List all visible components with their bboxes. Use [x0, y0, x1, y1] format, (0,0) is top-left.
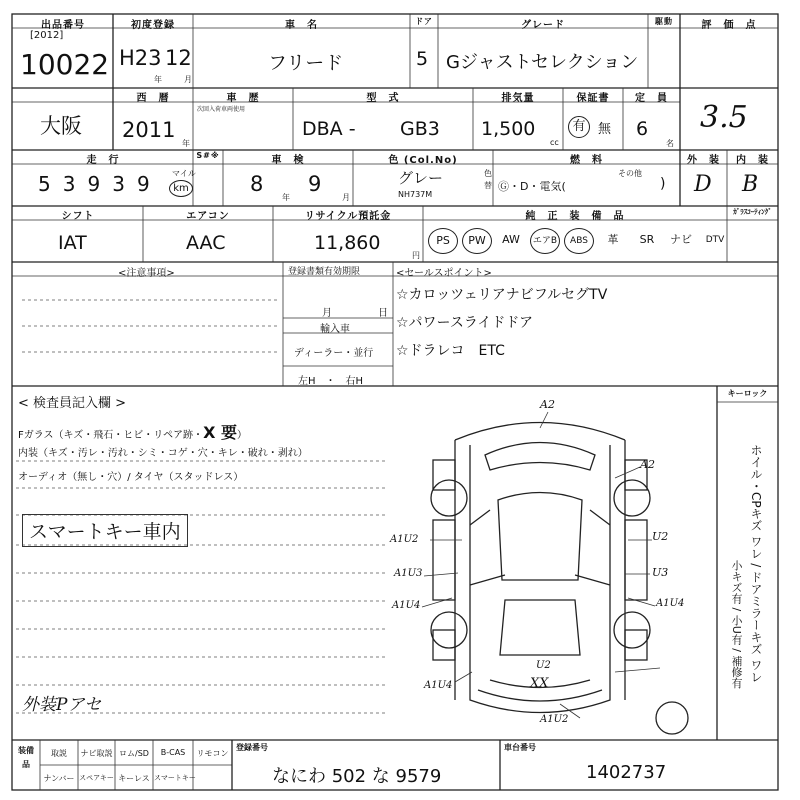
type-code: GB3 [400, 118, 440, 140]
reg-number-label: 登録番号 [236, 743, 268, 752]
type-prefix: DBA - [302, 118, 356, 140]
shift-label: シフト [61, 211, 95, 222]
docs-day: 日 [378, 308, 388, 319]
equipment-item: ABS [564, 228, 594, 254]
sales-point: ☆パワースライドドア [396, 315, 534, 331]
import-label: 輸入車 [320, 324, 350, 335]
reg-month-unit: 月 [184, 75, 192, 84]
damage-mark: A2 [640, 458, 655, 471]
chassis-number: 1402737 [586, 762, 667, 783]
displacement-label: 排気量 [501, 93, 535, 104]
fuel-close: ) [660, 176, 666, 192]
extra-item: スペアキー [79, 774, 114, 782]
interior-label: 内 装 [736, 155, 769, 166]
equipment-item: エアB [530, 228, 560, 254]
sales-point: ☆ドラレコ ETC [396, 343, 505, 359]
inspection-year: 8 [250, 172, 264, 196]
color-name: グレー [398, 169, 444, 187]
color-side-label: 色替 [484, 169, 492, 190]
doors: 5 [416, 48, 429, 70]
displacement-unit: cc [550, 138, 559, 147]
extra-item: ロム/SD [119, 749, 149, 758]
location: 大阪 [40, 114, 82, 138]
equipment-label: 純 正 装 備 品 [525, 211, 625, 222]
mileage-label: 走 行 [86, 155, 120, 166]
equipment-item: DTV [705, 235, 725, 245]
recycle-fee: 11,860 [314, 232, 381, 254]
mileage-digit: 5 [38, 172, 51, 196]
damage-mark: A2 [540, 398, 555, 411]
lot-year: [2012] [30, 30, 64, 41]
smartkey-note: スマートキー車内 [22, 514, 188, 547]
bottom-scribble: 外装Pアセ [22, 695, 102, 715]
mileage-digit: 9 [136, 172, 150, 196]
docs-month: 月 [322, 308, 332, 319]
recycle-label: リサイクル預託金 [304, 211, 392, 222]
warranty-no: 無 [598, 122, 612, 137]
damage-mark: XX [530, 676, 549, 691]
extra-item: ナビ取説 [80, 749, 113, 758]
inspector-title: < 検査員記入欄 > [18, 396, 127, 411]
inspector-line-glass [18, 420, 247, 443]
car-name: フリード [268, 52, 344, 74]
fuel-other: その他 [618, 169, 642, 178]
equipment-item: ナビ [670, 233, 692, 246]
sales-point: ☆カロッツェリアナビフルセグTV [396, 287, 608, 303]
extras-label: 装備品 [18, 746, 34, 769]
type-label: 型 式 [366, 93, 400, 104]
exterior-label: 外 装 [687, 155, 720, 166]
aircon: AAC [186, 232, 226, 254]
mileage-digits [38, 172, 150, 196]
dealer-option: ディーラー・並行 [294, 348, 374, 359]
damage-mark: U2 [536, 660, 551, 671]
mileage-digit: 3 [112, 172, 125, 196]
first-reg-label: 初度登録 [131, 20, 175, 31]
history-label: 車 歴 [226, 93, 260, 104]
equipment-item: PW [462, 228, 492, 254]
reg-number: なにわ 502 な 9579 [272, 766, 442, 787]
glass-options: Fガラス（キズ・飛石・ヒビ・リペア跡・ [18, 430, 204, 441]
model-year-label: 西 暦 [136, 93, 170, 104]
equipment-item: 革 [607, 233, 619, 246]
grade-label: グレード [521, 20, 565, 31]
equipment-item: AW [502, 233, 520, 246]
mileage-digit: 9 [87, 172, 101, 196]
shift: IAT [58, 232, 87, 254]
sharp-label: S#※ [196, 151, 220, 160]
damage-legend: 小キズ有 / 小U有 / 補修有 [730, 560, 743, 689]
capacity-label: 定 員 [635, 93, 668, 104]
damage-mark: A1U2 [540, 714, 569, 725]
inspection-month: 9 [308, 172, 322, 196]
aircon-label: エアコン [186, 211, 230, 222]
reg-month: 12 [165, 46, 192, 70]
damage-mark: A1U4 [392, 600, 421, 611]
caution-label: <注意事項> [118, 268, 175, 279]
extra-item: 取説 [51, 749, 67, 758]
extra-item: B-CAS [160, 748, 186, 757]
score-label: 評 価 点 [701, 20, 757, 31]
extra-item: スマートキー [154, 774, 196, 782]
glasscoat-label: ｶﾞﾗｽｺｰﾃｨﾝｸﾞ [733, 208, 772, 216]
damage-leaders [422, 412, 660, 718]
glass-mark: X 要 [203, 423, 237, 442]
interior-grade: B [742, 172, 759, 197]
recycle-unit: 円 [412, 251, 420, 260]
warranty-label: 保証書 [576, 93, 610, 104]
inspection-label: 車 検 [271, 155, 305, 166]
inspection-year-unit: 年 [282, 193, 290, 202]
inspector-line-interior: 内装（キズ・汚レ・汚れ・シミ・コゲ・穴・キレ・破れ・剥れ） [18, 448, 308, 459]
extra-item: ナンバー [43, 774, 75, 783]
exterior-grade: D [694, 172, 712, 197]
damage-mark: A1U4 [424, 680, 453, 691]
damage-mark: U3 [652, 566, 669, 579]
mileage-unit-mile: マイル [172, 169, 196, 178]
sales-label: <セールスポイント> [396, 268, 492, 279]
lot-number: 10022 [20, 48, 110, 81]
mileage-unit-km: km [169, 180, 193, 197]
lot-label: 出品番号 [41, 20, 85, 31]
model-year: 2011 [122, 118, 176, 142]
damage-mark: A1U3 [394, 568, 423, 579]
extra-item: リモコン [196, 749, 229, 758]
model-year-unit: 年 [182, 139, 190, 148]
handle-option: 左H ・ 右H [298, 376, 364, 387]
capacity-unit: 名 [666, 139, 674, 148]
damage-mark: A1U4 [656, 598, 685, 609]
color-label: 色 (Col.No) [388, 155, 458, 166]
drive-label: 駆動 [655, 17, 673, 26]
equipment-item: PS [428, 228, 458, 254]
car-name-label: 車 名 [285, 20, 318, 31]
score: 3.5 [700, 100, 748, 135]
docs-label: 登録書類有効期限 [288, 267, 361, 277]
damage-mark: U2 [652, 530, 669, 543]
capacity: 6 [636, 118, 649, 140]
warranty-yes: 有 [568, 116, 590, 138]
door-label: ドア [415, 17, 433, 26]
wheel-legend: ホイル・CPキズ ワレ / ドアミラーキズ ワレ [749, 444, 763, 683]
inspection-month-unit: 月 [342, 193, 350, 202]
damage-mark: A1U2 [390, 534, 419, 545]
fuel-options: Ⓖ・D・電気( [498, 180, 566, 193]
keylock-label: キーロック [727, 389, 768, 398]
grade: Gジャストセレクション [446, 52, 639, 73]
equipment-list [428, 228, 730, 254]
displacement: 1,500 [481, 118, 536, 140]
mileage-digit: 3 [62, 172, 76, 196]
inspector-line-audio: オーディオ（無し・穴）/ タイヤ（スタッドレス） [18, 472, 244, 483]
history-sub: 次回入荷車両使用 [197, 106, 246, 113]
chassis-label: 車台番号 [504, 743, 536, 752]
extra-item: キーレス [118, 774, 150, 783]
reg-year-unit: 年 [154, 75, 162, 84]
fuel-label: 燃 料 [570, 155, 603, 166]
equipment-item: SR [639, 233, 655, 246]
color-code: NH737M [398, 190, 433, 199]
glass-close: ） [236, 430, 247, 441]
reg-era: H23 [119, 46, 162, 70]
